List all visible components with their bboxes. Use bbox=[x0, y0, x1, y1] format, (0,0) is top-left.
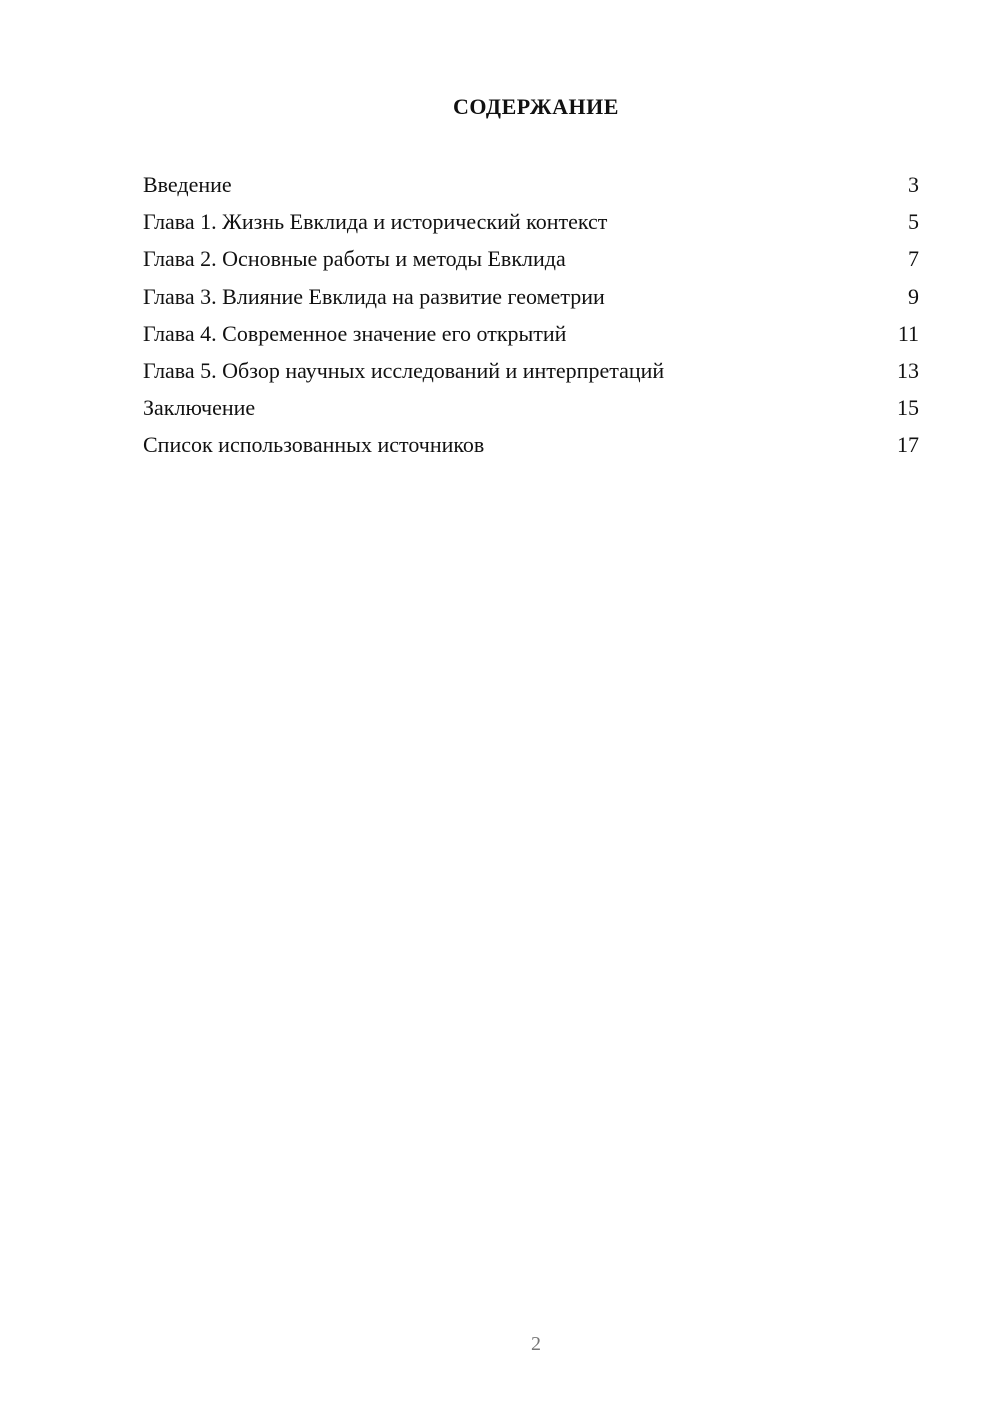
toc-entry-label: Глава 4. Современное значение его открытий bbox=[143, 320, 567, 346]
toc-entry-page: 7 bbox=[908, 246, 919, 272]
toc-entry-chapter-4 bbox=[143, 315, 919, 352]
toc-entry-chapter-2 bbox=[143, 240, 919, 277]
toc-entry-label: Список использованных источников bbox=[143, 432, 485, 458]
toc-entry-label: Глава 1. Жизнь Евклида и исторический контекст bbox=[143, 209, 608, 235]
toc-entry-chapter-5 bbox=[143, 352, 919, 389]
toc-entry-label: Глава 5. Обзор научных исследований и интерпретаций bbox=[143, 357, 665, 383]
toc-entry-page: 15 bbox=[897, 395, 919, 421]
toc-entry-label: Глава 2. Основные работы и методы Евклида bbox=[143, 246, 566, 272]
toc-entry-page: 5 bbox=[908, 209, 919, 235]
toc-entry-label: Заключение bbox=[143, 395, 256, 421]
toc-entry-conclusion bbox=[143, 389, 919, 426]
toc-entry-chapter-1 bbox=[143, 203, 919, 240]
toc-entry-page: 13 bbox=[897, 357, 919, 383]
toc-entry-page: 11 bbox=[897, 320, 919, 346]
toc-entry-label: Глава 3. Влияние Евклида на развитие геометрии bbox=[143, 283, 605, 309]
toc-entry-label: Введение bbox=[143, 172, 232, 197]
page-number: 2 bbox=[531, 1333, 541, 1355]
toc-entry-introduction bbox=[143, 166, 919, 203]
toc-title: СОДЕРЖАНИЕ bbox=[453, 94, 619, 119]
toc-entry-page: 17 bbox=[897, 432, 919, 458]
toc-entry-chapter-3 bbox=[143, 278, 919, 315]
toc-entry-page: 3 bbox=[908, 172, 919, 197]
toc-list bbox=[143, 166, 919, 464]
toc-entry-references bbox=[143, 426, 919, 463]
toc-entry-page: 9 bbox=[908, 283, 919, 309]
